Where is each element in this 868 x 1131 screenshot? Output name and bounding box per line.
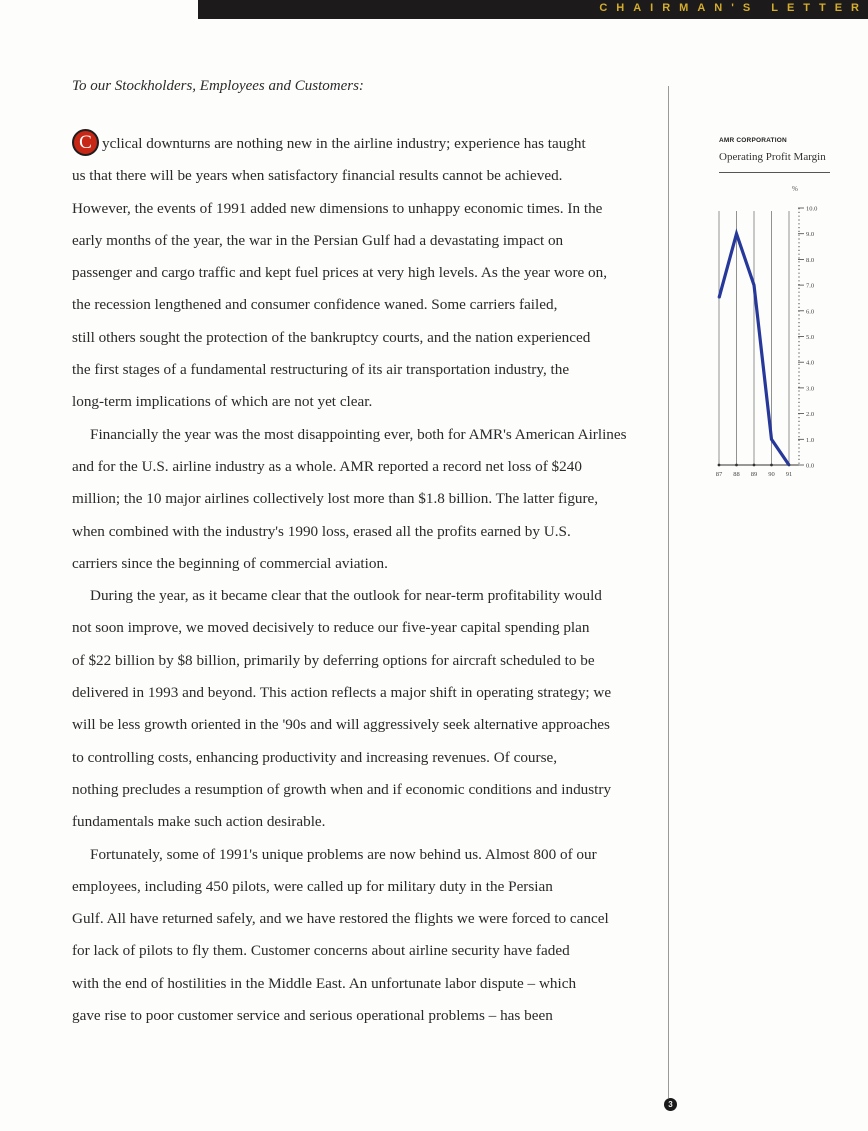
operating-margin-chart	[700, 175, 840, 485]
letter-line	[72, 742, 662, 774]
letter-line	[72, 322, 662, 354]
letter-line-text: early months of the year, the war in the Persian Gulf had a devastating impact on	[72, 231, 564, 249]
chart-unit-label: %	[792, 185, 798, 193]
letter-line	[72, 193, 662, 225]
letter-line-text: with the end of hostilities in the Middle East. An unfortunate labor dispute – which	[72, 974, 577, 992]
letter-line	[72, 774, 662, 806]
letter-line	[72, 354, 662, 386]
letter-line	[72, 677, 662, 709]
chart-x-tick	[718, 464, 721, 467]
letter-line	[72, 257, 662, 289]
letter-line	[72, 968, 662, 1000]
chart-data-point	[788, 464, 790, 466]
letter-line-text: carriers since the beginning of commercial aviation.	[72, 554, 388, 572]
letter-line-text: However, the events of 1991 added new dimensions to unhappy economic times. In the	[72, 199, 603, 217]
page-number: 3	[664, 1098, 677, 1111]
letter-line	[72, 1000, 662, 1032]
letter-line-text: not soon improve, we moved decisively to reduce our five-year capital spending plan	[72, 619, 590, 637]
letter-line	[72, 839, 662, 871]
chart-title-rule	[719, 172, 830, 173]
chart-y-tick-label: 4.0	[806, 359, 815, 367]
letter-line-text: passenger and cargo traffic and kept fuel prices at very high levels. As the year wore on,	[72, 264, 608, 282]
chart-data-point	[718, 297, 720, 299]
letter-line	[72, 935, 662, 967]
letter-line	[72, 806, 662, 838]
column-divider	[668, 86, 669, 1098]
salutation: To our Stockholders, Employees and Customers:	[72, 78, 364, 94]
chart-y-tick-label: 3.0	[806, 385, 815, 393]
chart-x-tick-label: 91	[785, 471, 793, 478]
chart-y-tick-label: 7.0	[806, 282, 815, 290]
letter-line	[72, 160, 662, 192]
letter-line-text: when combined with the industry's 1990 loss, erased all the profits earned by U.S.	[72, 522, 571, 540]
letter-line	[72, 548, 662, 580]
letter-line	[72, 612, 662, 644]
letter-line	[72, 516, 662, 548]
letter-line-text: gave rise to poor customer service and serious operational problems – has been	[72, 1007, 553, 1025]
letter-body	[72, 128, 662, 1032]
letter-line	[72, 871, 662, 903]
letter-line	[72, 225, 662, 257]
chart-x-tick-label: 89	[750, 471, 758, 478]
letter-line-text: During the year, as it became clear that the outlook for near-term profitability would	[90, 587, 602, 605]
chart-y-tick-label: 10.0	[806, 205, 818, 213]
chart-data-point	[771, 439, 773, 441]
letter-line	[72, 419, 662, 451]
section-title: CHAIRMAN'S LETTER	[599, 2, 868, 14]
chart-y-tick-label: 1.0	[806, 436, 815, 444]
letter-line-text: Fortunately, some of 1991's unique problems are now behind us. Almost 800 of our	[90, 845, 597, 863]
chart-x-tick	[753, 464, 756, 467]
chart-y-tick-label: 2.0	[806, 411, 815, 419]
chart-title: Operating Profit Margin	[719, 151, 826, 163]
letter-line-text: and for the U.S. airline industry as a whole. AMR reported a record net loss of $240	[72, 457, 582, 475]
header-bar	[198, 0, 868, 19]
chart-data-point	[736, 233, 738, 235]
chart-y-tick-label: 0.0	[806, 462, 815, 470]
letter-line	[72, 903, 662, 935]
letter-line	[72, 645, 662, 677]
letter-line-text: us that there will be years when satisfactory financial results cannot be achieved.	[72, 167, 563, 185]
letter-line	[72, 128, 662, 160]
chart-y-tick-label: 6.0	[806, 308, 815, 316]
letter-line-text: Financially the year was the most disappointing ever, both for AMR's American Airlines	[90, 425, 627, 443]
letter-line-text: the first stages of a fundamental restructuring of its air transportation industry, the	[72, 361, 570, 379]
letter-line-text: fundamentals make such action desirable.	[72, 813, 326, 831]
letter-line-text: yclical downturns are nothing new in the airline industry; experience has taught	[102, 135, 586, 152]
letter-line	[72, 289, 662, 321]
letter-line-text: delivered in 1993 and beyond. This action reflects a major shift in operating strategy; we	[72, 684, 612, 702]
chart-y-tick-label: 9.0	[806, 231, 815, 239]
letter-line-text: for lack of pilots to fly them. Customer concerns about airline security have faded	[72, 942, 570, 960]
letter-line-text: the recession lengthened and consumer confidence waned. Some carriers failed,	[72, 296, 558, 314]
letter-line	[72, 386, 662, 418]
letter-line-text: will be less growth oriented in the '90s and will aggressively seek alternative approaches	[72, 716, 610, 734]
chart-company: AMR CORPORATION	[719, 137, 787, 144]
letter-line	[72, 580, 662, 612]
letter-line-text: of $22 billion by $8 billion, primarily by deferring options for aircraft scheduled to be	[72, 651, 595, 669]
letter-line-text: nothing precludes a resumption of growth when and if economic conditions and industry	[72, 780, 612, 798]
letter-line	[72, 483, 662, 515]
drop-cap: C	[72, 129, 99, 156]
chart-y-tick-label: 5.0	[806, 334, 815, 341]
letter-line-text: to controlling costs, enhancing productivity and increasing revenues. Of course,	[72, 748, 558, 766]
chart-x-tick-label: 88	[733, 471, 740, 478]
letter-line	[72, 451, 662, 483]
letter-line-text: long-term implications of which are not yet clear.	[72, 393, 373, 411]
chart-x-tick	[735, 464, 738, 467]
letter-line-text: Gulf. All have returned safely, and we have restored the flights we were forced to cancel	[72, 910, 609, 928]
chart-x-tick	[770, 464, 773, 467]
letter-line-text: still others sought the protection of the bankruptcy courts, and the nation experienced	[72, 328, 591, 346]
letter-line	[72, 709, 662, 741]
chart-y-tick-label: 8.0	[806, 256, 815, 264]
chart-x-tick-label: 87	[715, 471, 723, 478]
chart-data-point	[753, 284, 755, 286]
chart-x-tick-label: 90	[768, 471, 775, 478]
letter-line-text: employees, including 450 pilots, were called up for military duty in the Persian	[72, 877, 553, 895]
letter-line-text: million; the 10 major airlines collectively lost more than $1.8 billion. The latter figure,	[72, 490, 599, 508]
